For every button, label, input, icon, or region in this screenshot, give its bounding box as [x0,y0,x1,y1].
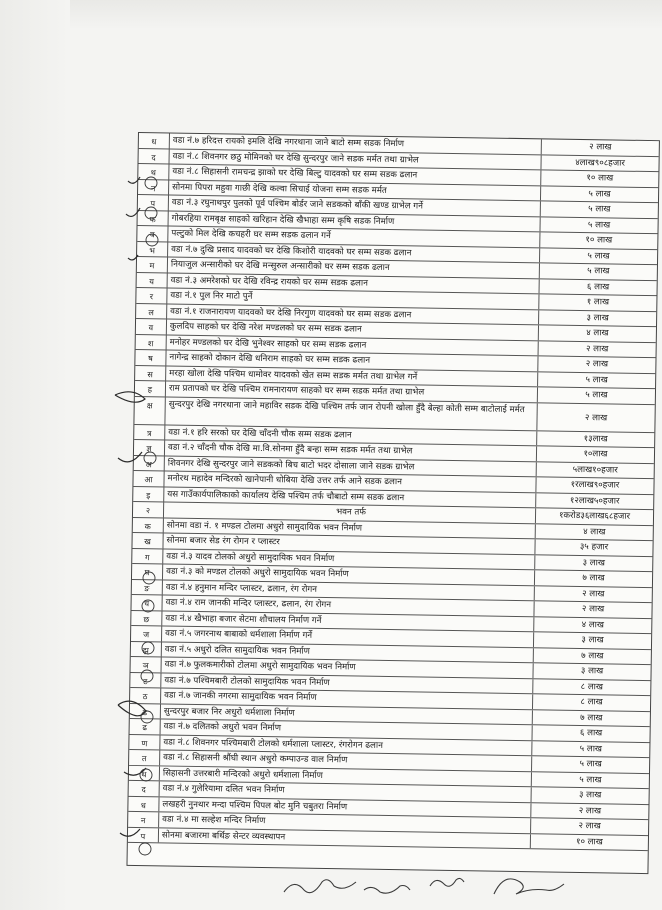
amount-cell: ३ लाख [534,555,652,571]
amount-cell: ३ लाख [533,632,651,648]
serial-cell: आ [133,471,164,486]
amount-cell: २ लाख [537,356,655,372]
amount-cell: ३५ हजार [534,539,652,555]
description-cell: भवन तर्फ [336,507,367,518]
amount-cell: २ लाख [530,818,648,834]
description-cell: वडा नं.७ हरिदत्त रायको इमलि देखि नगरथाना जाने बाटो सम्म सडक निर्माण [172,135,405,150]
description-cell: सोनमा बजारमा बर्थिङ सेन्टर व्यवस्थापन [161,829,286,842]
serial-cell: झ [131,641,162,656]
serial-cell: र [136,288,167,303]
description-cell: वडा नं.४ खैभाहा बजार सेटमा शौचालय निर्माण गर्ने [165,612,322,626]
serial-cell: घ [132,564,163,579]
amount-cell: ३ लाख [531,787,649,803]
amount-cell: ५ लाख [539,217,657,233]
description-cell: वडा नं.७ फुलकमारीको टोलमा अधुरो सामुदायिक भवन निर्माण [164,659,356,673]
signatures [280,866,580,906]
amount-cell: १०लाख [536,446,654,462]
amount-cell: २ लाख [536,403,654,432]
description-cell: वडा नं.७ पश्चिमबारी टोलको सामुदायिक भवन निर्माण [164,674,330,688]
description-cell: वडा नं.७ दलितको अधुरो भवन निर्माण [163,721,282,734]
amount-cell: ६ लाख [532,725,650,741]
amount-cell: ५ लाख [537,387,655,403]
description-cell: वडा नं.३ रघुनाथपुर पुलको पूर्व पश्चिम बोर्डर जाने सडकको बाँकी खण्ड ग्राभेल गर्ने [171,197,423,212]
description-cell: शिवनगर देखि सुन्दरपुर जाने सडकको बिच बाटो भदर दोसाला जाने सडक ग्राभेल [167,458,415,472]
amount-cell: ८ लाख [532,679,650,695]
serial-cell: ण [129,734,160,749]
description-cell: वडा नं.४ मा सल्हेश मन्दिर निर्माण [162,814,266,827]
description-cell: वडा नं.५ अधुरो दलित सामुदायिक भवन निर्माण [164,643,310,657]
description-cell: वडा नं.३ अमरेशको घर देखि रविन्द्र रायको घर सम्म सडक ढलान [170,275,368,289]
description-cell: कुलदिप साहको घर देखि नरेश मण्डलको घर सम्म सडक ढलान [169,321,362,335]
amount-cell: ७ लाख [533,648,651,664]
serial-cell: अ [134,455,165,470]
description-cell: वडा नं.७ दुखि प्रसाद यादवको घर देखि किशोरी यादवको घर सम्म सडक ढलान [171,244,412,258]
serial-cell: ढ [130,719,161,734]
description-cell: गोबरहिया रामबृक्ष साहको खरिहान देखि खैभाहा सम्म कृषि सडक निर्माण [171,213,395,227]
amount-cell: ४ लाख [535,524,653,540]
serial-cell: ह [135,381,166,396]
description-cell: सोनमा बजार सेड रंग रोगन र प्लास्टर [166,535,280,548]
description-cell: लखहरी नुनथार मन्दा पश्चिम पिपल बोट मुनि चबुतरा निर्माण [162,798,348,812]
serial-cell: ष [135,350,166,365]
serial-cell: फ [138,211,169,226]
amount-cell: ५ लाख [540,186,658,202]
serial-cell: २ [133,502,164,517]
amount-cell: १रलाख९०हजार [535,477,653,493]
description-cell: मरहा खोला देखि पश्चिम धामोवर यादवको खेत सम्म सडक मर्मत तथा ग्राभेल गर्ने [169,368,418,382]
serial-cell: ध [128,796,159,811]
serial-cell: त्र [134,424,165,439]
amount-cell: १ लाख [538,294,656,310]
serial-cell: प [138,195,169,210]
serial-cell: क [133,517,164,532]
description-cell: वडा नं.७ जानकी नगरमा सामुदायिक भवन निर्माण [164,690,317,703]
description-cell: वडा नं.३ यादव टोलको अधुरो सामुदायिक भवन निर्माण [166,550,335,564]
amount-cell: ३ लाख [532,663,650,679]
serial-cell: म [137,257,168,272]
amount-cell: १२लाख५०हजार [535,493,653,509]
description-cell: सोनमा वडा नं. १ मण्डल टोलमा अधुरो सामुदायिक भवन निर्माण [166,520,363,534]
description-cell: वडा नं.१ पुल निर माटो पुर्ने [170,290,253,302]
description-cell: वडा नं.८ सिहासनी श्रौंघी स्थान अधुरो कम्पाउन्ड वाल निर्माण [163,752,348,766]
amount-cell: ५ लाख [531,772,649,788]
serial-cell: प [128,827,159,842]
serial-cell: इ [133,486,164,501]
amount-cell: २ लाख [538,341,656,357]
amount-cell: २ लाख [534,586,652,602]
amount-cell: २ लाख [533,601,651,617]
serial-cell: थ [138,164,169,179]
description-cell: नियाजुल अन्सारीको घर देखि मन्सुरुल अन्सारीको घर सम्म सडक ढलान [170,259,390,273]
description-cell: वडा नं.५ जगरनाथ बाबाको धर्मशाला निर्माण गर्ने [165,628,313,641]
description-cell: वडा नं.८ शिवनगर पश्चिमबारी टोलको धर्मशाला प्लास्टर, रंगरोगन ढलान [163,736,384,751]
serial-cell: ज्ञ [134,440,165,455]
serial-cell: ञ [131,657,162,672]
serial-cell: ख [132,533,163,548]
amount-cell: ३ लाख [538,310,656,326]
signature-2-icon [364,886,410,894]
amount-cell: ४ लाख [533,617,651,633]
amount-cell: ४ लाख [538,325,656,341]
description-cell: नागेन्द्र साहको दोकान देखि धनिराम साहको घर सम्म सडक ढलान [169,352,371,366]
description-cell: यस गाउँकार्यपालिकाको कार्यालय देखि पश्चिम तर्फ चौबाटो सम्म सडक ढलान [167,489,405,503]
serial-cell: ज [131,626,162,641]
scan-top-shadow [0,0,662,30]
serial-cell: च [131,595,162,610]
serial-cell: य [137,272,168,287]
description-cell: सुन्दरपुर बजार निर अधुरो धर्मशाला निर्माण [163,705,295,719]
amount-cell: १० लाख [530,834,648,850]
serial-cell: ट [130,672,161,687]
serial-cell: छ [131,610,162,625]
serial-cell: ल [136,303,167,318]
serial-cell: ड [130,703,161,718]
serial-cell: द [129,781,160,796]
description-cell: सोनमा पिपरा महुवा गाछी देखि कल्वा सिचाई योजना सम्म सडक मर्मत [172,182,387,196]
description-cell: सुन्दरपुर देखि नगरथाना जाने महाविर सडक देखि पश्चिम तर्फ जान रोपनी खोला हुँदै बेल्हा कोती सम्म बाटोलाई मर्मत [168,399,525,415]
amount-cell: ५ लाख [537,372,655,388]
amount-cell: ८ लाख [532,694,650,710]
serial-cell: ठ [130,688,161,703]
amount-cell: १० लाख [540,170,658,186]
amount-cell: ५ लाख [540,201,658,217]
amount-cell: ५ लाख [539,248,657,264]
description-cell: मनोरथ महादेव मन्दिरको खानेपानी धोबिया देखि उत्तर तर्फ आने सडक ढलान [167,473,402,488]
amount-cell: ६ लाख [539,279,657,295]
description-cell: वडा नं.४ हनुमान मन्दिर प्लास्टर, ढलान, रंग रोगन [165,581,318,595]
description-cell: वडा नं.४ राम जानकी मन्दिर प्लास्टर, ढलान, रंग रोगन [165,597,332,611]
amount-cell: ५ लाख [539,263,657,279]
description-cell: मनोहर मण्डलको घर देखि भुनेश्वर साहको घर सम्म सडक ढलान [169,337,367,351]
serial-cell: भ [137,242,168,257]
description-cell: वडा नं.४ गुलेरियामा दलित भवन निर्माण [162,783,285,796]
serial-cell: स [135,365,166,380]
amount-cell: १३लाख [536,431,654,447]
amount-cell: ४लाख९०८हजार [540,155,658,171]
serial-cell: व [136,319,167,334]
scan-left-shadow [0,0,70,910]
amount-cell: ५लाख१०हजार [536,462,654,478]
description-cell: वडा नं.३ को मण्डल टोलको अधुरो सामुदायिक भवन निर्माण [166,566,349,580]
serial-cell: थ [129,765,160,780]
description-cell: पल्टुको मिल देखि कचहरी घर सम्म सडक ढलान गर्ने [171,228,331,242]
serial-cell: द [139,149,170,164]
serial-cell: न [138,180,169,195]
description-cell: वडा नं.८ सिहासनी रामचन्द्र झाको घर देखि बिल्टु यादवको घर सम्म सडक ढलान [172,166,418,181]
description-cell: सिहासनी उत्तरबारी मन्दिरको अधुरो धर्मशाला निर्माण [162,767,323,781]
serial-cell: न [128,812,159,827]
description-cell: राम प्रतापको घर देखि पश्चिम रामनारायण साहको घर सम्म सडक मर्मत तथा ग्राभेल [168,383,425,398]
signature-3-icon [430,878,464,886]
serial-cell: ब [137,226,168,241]
description-cell: वडा नं.८ शिवनगर छठु मोमिनको घर देखि सुन्दरपुर जाने सडक मर्मत तथा ग्राभेल [172,151,419,165]
amount-cell: ५ लाख [531,741,649,757]
amount-cell: ५ लाख [531,756,649,772]
budget-table [126,132,659,874]
serial-cell: ग [132,548,163,563]
serial-cell: त [129,750,160,765]
description-cell: वडा नं.१ राजनारायण यादवको घर देखि निरगुण यादवको घर सम्म सडक ढलान [170,306,412,320]
signature-1-icon [284,880,356,893]
serial-cell: श [136,334,167,349]
amount-cell: ७ लाख [534,570,652,586]
signature-4-icon [494,879,564,894]
description-cell: वडा नं.२ चाँदनी चौक देखि मा.वि.सोनमा हुँदै बन्हा सम्म सडक मर्मत तथा ग्राभेल [167,442,413,457]
amount-cell: २ लाख [530,803,648,819]
amount-cell: २ लाख [541,139,659,155]
amount-cell: १करोड३६लाख६८हजार [535,508,653,524]
serial-cell: ङ [132,579,163,594]
serial-cell: ध [139,133,170,148]
serial-cell: क्ष [134,396,165,423]
amount-cell: १० लाख [539,232,657,248]
amount-cell: ७ लाख [532,710,650,726]
description-cell: वडा नं.१ हरि सरको घर देखि चाँदनी चौक सम्म सडक ढलान [168,427,352,440]
